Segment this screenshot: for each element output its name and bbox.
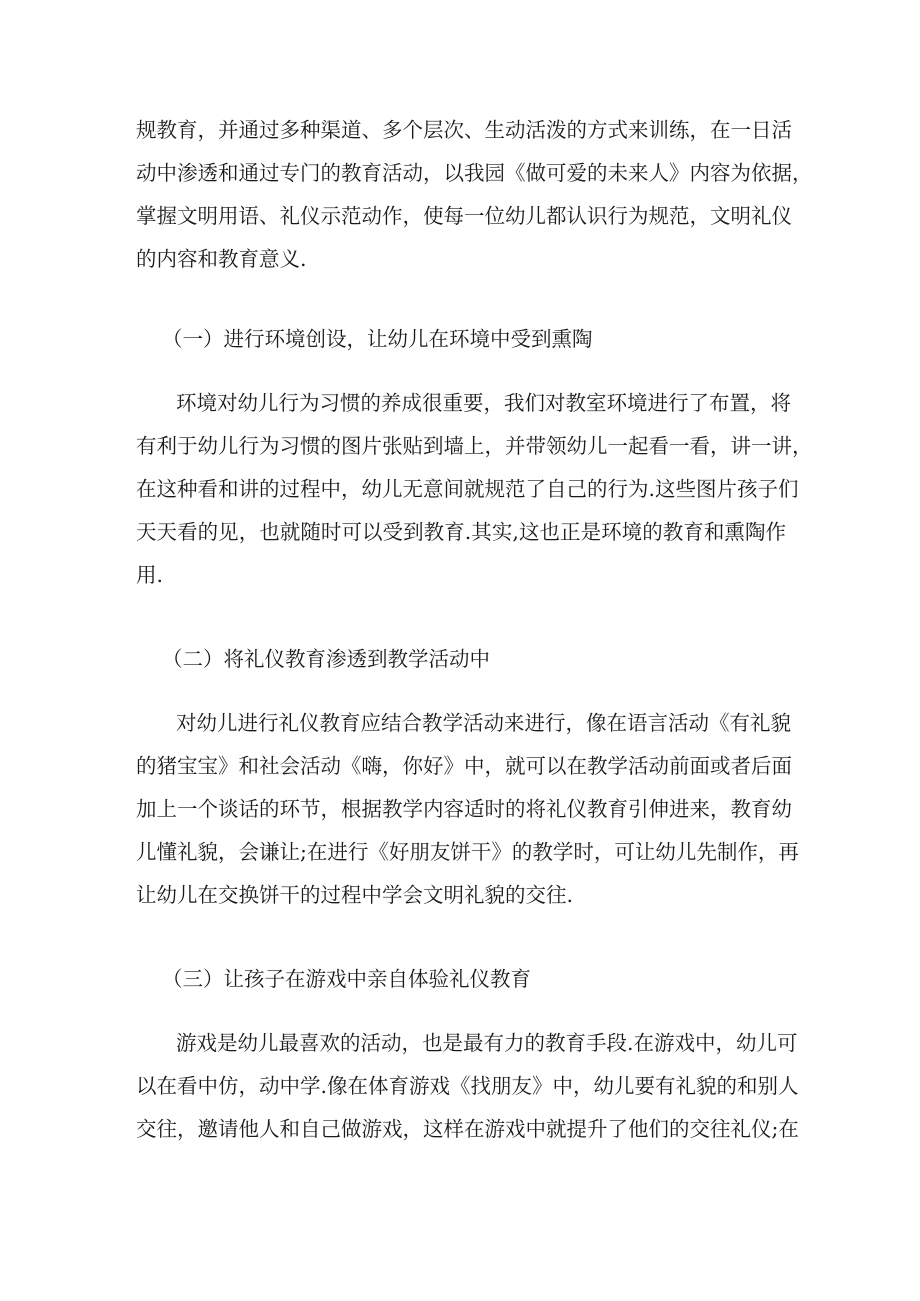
text-line: 以在看中仿，动中学.像在体育游戏《找朋友》中，幼儿要有礼貌的和别人 [136,1074,799,1098]
text-line: 环境对幼儿行为习惯的养成很重要，我们对教室环境进行了布置，将 [176,391,791,415]
text-line: 的猪宝宝》和社会活动《嗨，你好》中，就可以在教学活动前面或者后面 [136,754,792,778]
text-line: 动中渗透和通过专门的教育活动，以我园《做可爱的未来人》内容为依据， [136,161,813,185]
paragraph-environment [136,382,813,597]
text-line: 游戏是幼儿最喜欢的活动，也是最有力的教育手段.在游戏中，幼儿可 [176,1031,798,1055]
text-line: 天天看的见，也就随时可以受到教育.其实,这也正是环境的教育和熏陶作 [136,520,786,544]
section-heading-1: （一）进行环境创设，让幼儿在环境中受到熏陶 [162,327,593,351]
text-line: 让幼儿在交换饼干的过程中学会文明礼貌的交往. [136,883,574,907]
text-line: 在这种看和讲的过程中，幼儿无意间就规范了自己的行为.这些图片孩子们 [136,477,799,501]
paragraph-games [136,1022,799,1151]
text-line: 交往，邀请他人和自己做游戏，这样在游戏中就提升了他们的交往礼仪;在 [136,1117,799,1141]
text-line: 对幼儿进行礼仪教育应结合教学活动来进行，像在语言活动《有礼貌 [176,711,791,735]
text-line: 用. [136,563,164,587]
text-line: 儿懂礼貌，会谦让;在进行《好朋友饼干》的教学时，可让幼儿先制作，再 [136,840,799,864]
text-line: 的内容和教育意义. [136,247,307,271]
text-line: 掌握文明用语、礼仪示范动作，使每一位幼儿都认识行为规范，文明礼仪 [136,204,792,228]
text-line: 加上一个谈话的环节，根据教学内容适时的将礼仪教育引伸进来，教育幼 [136,797,792,821]
paragraph-teaching [136,702,799,917]
text-line: 规教育，并通过多种渠道、多个层次、生动活泼的方式来训练，在一日活 [136,118,792,142]
section-heading-3: （三）让孩子在游戏中亲自体验礼仪教育 [162,967,531,991]
paragraph-intro [136,109,813,281]
text-line: 有利于幼儿行为习惯的图片张贴到墙上，并带领幼儿一起看一看，讲一讲， [136,434,813,458]
section-heading-2: （二）将礼仪教育渗透到教学活动中 [162,647,490,671]
